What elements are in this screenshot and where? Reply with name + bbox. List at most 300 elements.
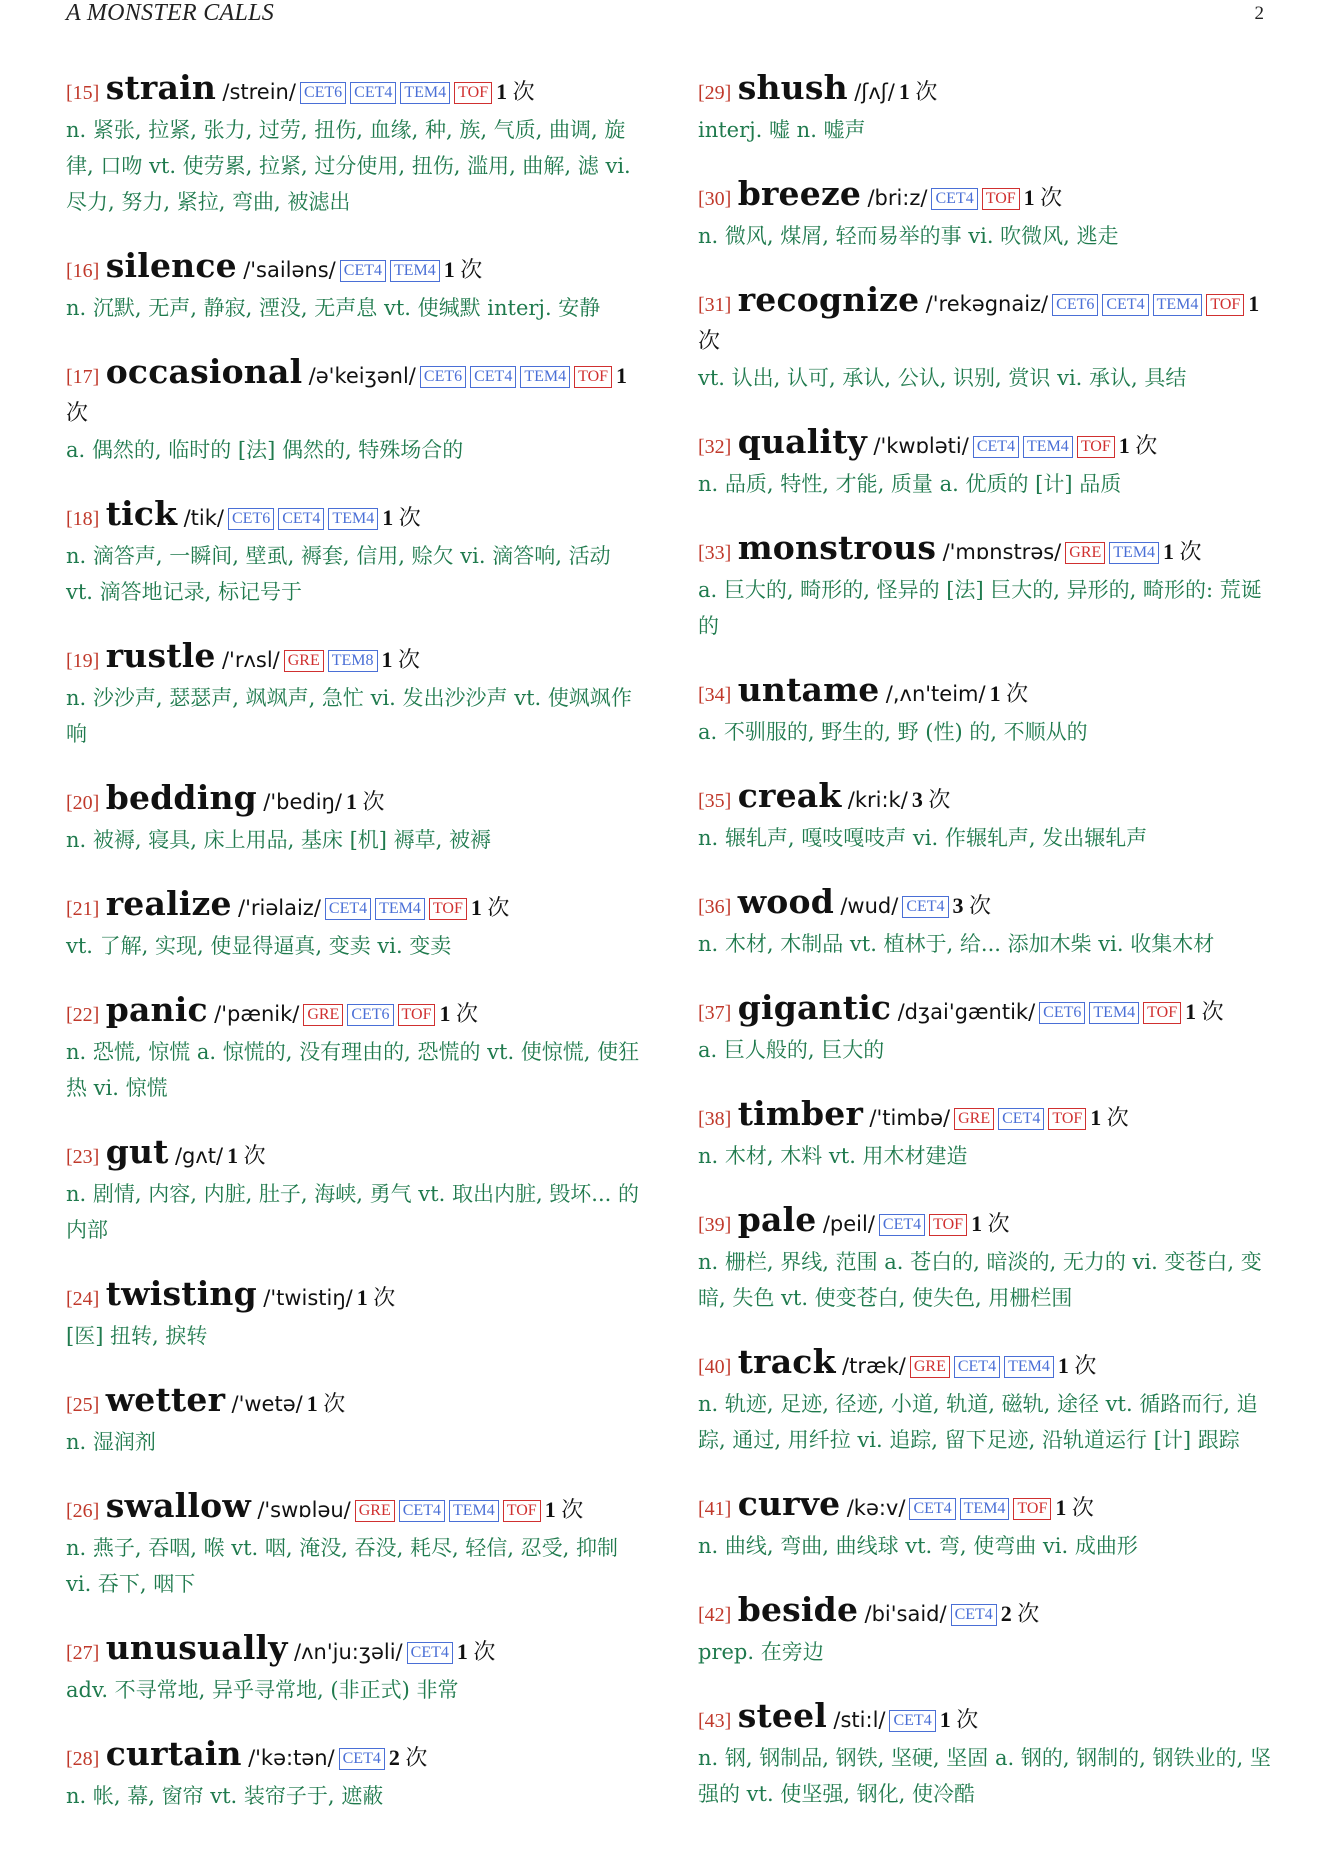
count-unit: 次 bbox=[1106, 1105, 1129, 1130]
vocab-entry bbox=[698, 672, 1278, 750]
occurrence-count bbox=[382, 505, 421, 530]
entry-headline bbox=[66, 354, 641, 431]
exam-tag-badge: TOF bbox=[1048, 1108, 1086, 1130]
count-number: 1 bbox=[345, 789, 357, 814]
pronunciation: /sti:l/ bbox=[833, 1708, 886, 1732]
pronunciation: /'riəlaiz/ bbox=[238, 896, 321, 920]
definition: prep. 在旁边 bbox=[698, 1640, 824, 1664]
exam-tag-badge: TEM4 bbox=[1004, 1356, 1054, 1378]
entry-index: [17] bbox=[66, 366, 100, 388]
occurrence-count bbox=[382, 647, 421, 672]
right-column bbox=[698, 70, 1278, 1840]
count-number: 1 bbox=[1118, 433, 1130, 458]
exam-tag-badge: TEM4 bbox=[449, 1500, 499, 1522]
occurrence-count bbox=[971, 1211, 1010, 1236]
pronunciation: /'mɒnstrəs/ bbox=[942, 540, 1062, 564]
entry-index: [22] bbox=[66, 1004, 100, 1026]
count-number: 1 bbox=[439, 1001, 451, 1026]
exam-tag-badge: TEM4 bbox=[328, 508, 378, 530]
headword: strain bbox=[105, 68, 217, 107]
exam-tag-badge: CET4 bbox=[470, 366, 516, 388]
entry-headline bbox=[698, 884, 1278, 925]
entry-headline bbox=[698, 424, 1278, 465]
headword: bedding bbox=[105, 778, 257, 817]
pronunciation: /gʌt/ bbox=[174, 1144, 224, 1168]
count-number: 1 bbox=[1185, 999, 1197, 1024]
definition: n. 沙沙声, 瑟瑟声, 飒飒声, 急忙 vi. 发出沙沙声 vt. 使飒飒作响 bbox=[66, 686, 632, 746]
entry-index: [43] bbox=[698, 1710, 732, 1732]
pronunciation: /peil/ bbox=[822, 1212, 875, 1236]
pronunciation: /'wetə/ bbox=[231, 1392, 303, 1416]
entry-index: [19] bbox=[66, 650, 100, 672]
count-unit: 次 bbox=[405, 1745, 428, 1770]
exam-tag-badge: CET4 bbox=[278, 508, 324, 530]
headword: recognize bbox=[737, 280, 920, 319]
exam-tag-badge: CET6 bbox=[1039, 1002, 1085, 1024]
count-unit: 次 bbox=[455, 1001, 478, 1026]
occurrence-count bbox=[1163, 539, 1202, 564]
count-number: 3 bbox=[911, 787, 923, 812]
exam-tag-badge: TOF bbox=[1143, 1002, 1181, 1024]
headword: quality bbox=[737, 422, 868, 461]
vocab-entry bbox=[698, 282, 1278, 396]
exam-tag-badge: TOF bbox=[574, 366, 612, 388]
headword: rustle bbox=[105, 636, 216, 675]
vocab-entry bbox=[698, 1202, 1278, 1316]
vocab-entry bbox=[698, 990, 1278, 1068]
exam-tag-badge: GRE bbox=[303, 1004, 343, 1026]
exam-tag-badge: TOF bbox=[429, 898, 467, 920]
entry-index: [16] bbox=[66, 260, 100, 282]
entry-headline bbox=[66, 1736, 641, 1777]
headword: swallow bbox=[105, 1486, 251, 1525]
exam-tag-badge: GRE bbox=[284, 650, 324, 672]
count-unit: 次 bbox=[1071, 1495, 1094, 1520]
entry-index: [28] bbox=[66, 1748, 100, 1770]
occurrence-count bbox=[1024, 185, 1063, 210]
count-unit: 次 bbox=[928, 787, 951, 812]
definition: n. 轨迹, 足迹, 径迹, 小道, 轨道, 磁轨, 途径 vt. 循路而行, 追踪, 通过, 用纤拉 vi. 追踪, 留下足迹, 沿轨道运行 [计] 跟踪 bbox=[698, 1392, 1258, 1452]
pronunciation: /'twistiŋ/ bbox=[263, 1286, 353, 1310]
count-number: 1 bbox=[227, 1143, 239, 1168]
entry-index: [24] bbox=[66, 1288, 100, 1310]
vocab-entry bbox=[698, 70, 1278, 148]
exam-tag-badge: CET6 bbox=[300, 82, 346, 104]
entry-headline bbox=[66, 638, 641, 679]
entry-headline bbox=[66, 1276, 641, 1317]
pronunciation: /bi'said/ bbox=[864, 1602, 947, 1626]
count-unit: 次 bbox=[561, 1497, 584, 1522]
pronunciation: /tik/ bbox=[183, 506, 224, 530]
exam-tag-badge: CET4 bbox=[350, 82, 396, 104]
definition: adv. 不寻常地, 异乎寻常地, (非正式) 非常 bbox=[66, 1678, 459, 1702]
count-unit: 次 bbox=[1135, 433, 1158, 458]
count-number: 1 bbox=[1023, 185, 1035, 210]
entry-index: [25] bbox=[66, 1394, 100, 1416]
count-unit: 次 bbox=[987, 1211, 1010, 1236]
pronunciation: /strein/ bbox=[222, 80, 296, 104]
definition: a. 偶然的, 临时的 [法] 偶然的, 特殊场合的 bbox=[66, 438, 464, 462]
definition: vt. 认出, 认可, 承认, 公认, 识别, 赏识 vi. 承认, 具结 bbox=[698, 366, 1187, 390]
entry-headline bbox=[66, 1630, 641, 1671]
entry-headline bbox=[698, 990, 1278, 1031]
exam-tag-badge: CET4 bbox=[902, 896, 948, 918]
count-unit: 次 bbox=[398, 647, 421, 672]
occurrence-count bbox=[457, 1639, 496, 1664]
count-unit: 次 bbox=[373, 1285, 396, 1310]
vocab-entry bbox=[66, 1134, 641, 1248]
definition: n. 木材, 木制品 vt. 植林于, 给... 添加木柴 vi. 收集木材 bbox=[698, 932, 1215, 956]
count-unit: 次 bbox=[398, 505, 421, 530]
vocab-entry bbox=[698, 1698, 1278, 1812]
vocab-entry bbox=[66, 780, 641, 858]
exam-tag-badge: CET4 bbox=[399, 1500, 445, 1522]
definition: n. 曲线, 弯曲, 曲线球 vt. 弯, 使弯曲 vi. 成曲形 bbox=[698, 1534, 1138, 1558]
count-number: 1 bbox=[1090, 1105, 1102, 1130]
headword: untame bbox=[737, 670, 880, 709]
headword: wetter bbox=[105, 1380, 226, 1419]
vocab-entry bbox=[66, 354, 641, 468]
occurrence-count bbox=[545, 1497, 584, 1522]
left-column bbox=[66, 70, 641, 1842]
entry-index: [30] bbox=[698, 188, 732, 210]
entry-index: [29] bbox=[698, 82, 732, 104]
occurrence-count bbox=[307, 1391, 346, 1416]
definition: interj. 嘘 n. 嘘声 bbox=[698, 118, 866, 142]
pronunciation: /'swɒləu/ bbox=[257, 1498, 351, 1522]
count-number: 1 bbox=[356, 1285, 368, 1310]
exam-tag-badge: TOF bbox=[1077, 436, 1115, 458]
count-number: 1 bbox=[1248, 291, 1260, 316]
count-number: 1 bbox=[306, 1391, 318, 1416]
entry-index: [20] bbox=[66, 792, 100, 814]
headword: gigantic bbox=[737, 988, 892, 1027]
exam-tag-badge: TOF bbox=[503, 1500, 541, 1522]
headword: panic bbox=[105, 990, 208, 1029]
headword: occasional bbox=[105, 352, 303, 391]
count-unit: 次 bbox=[698, 328, 721, 353]
exam-tag-badge: TEM4 bbox=[1153, 294, 1203, 316]
headword: monstrous bbox=[737, 528, 937, 567]
entry-index: [35] bbox=[698, 790, 732, 812]
entry-index: [34] bbox=[698, 684, 732, 706]
count-number: 2 bbox=[1000, 1601, 1012, 1626]
headword: timber bbox=[737, 1094, 864, 1133]
definition: n. 品质, 特性, 才能, 质量 a. 优质的 [计] 品质 bbox=[698, 472, 1122, 496]
count-number: 1 bbox=[1057, 1353, 1069, 1378]
exam-tag-badge: TOF bbox=[454, 82, 492, 104]
definition: n. 微风, 煤屑, 轻而易举的事 vi. 吹微风, 逃走 bbox=[698, 224, 1119, 248]
headword: unusually bbox=[105, 1628, 288, 1667]
headword: twisting bbox=[105, 1274, 257, 1313]
definition: n. 被褥, 寝具, 床上用品, 基床 [机] 褥草, 被褥 bbox=[66, 828, 492, 852]
occurrence-count bbox=[1185, 999, 1224, 1024]
count-unit: 次 bbox=[473, 1639, 496, 1664]
exam-tag-badge: CET4 bbox=[339, 1748, 385, 1770]
count-unit: 次 bbox=[323, 1391, 346, 1416]
entry-headline bbox=[698, 70, 1278, 111]
definition: [医] 扭转, 捩转 bbox=[66, 1324, 208, 1348]
entry-headline bbox=[698, 282, 1278, 359]
headword: steel bbox=[737, 1696, 828, 1735]
headword: realize bbox=[105, 884, 232, 923]
exam-tag-badge: CET6 bbox=[228, 508, 274, 530]
definition: n. 紧张, 拉紧, 张力, 过劳, 扭伤, 血缘, 种, 族, 气质, 曲调, 旋律, 口吻 vt. 使劳累, 拉紧, 过分使用, 扭伤, 滥用, 曲解, 滤 vi. 尽力, 努力, 紧拉, 弯曲, 被滤出 bbox=[66, 118, 631, 214]
entry-headline bbox=[698, 530, 1278, 571]
vocab-entry bbox=[66, 70, 641, 220]
count-number: 1 bbox=[496, 79, 508, 104]
pronunciation: /'pænik/ bbox=[214, 1002, 300, 1026]
vocab-entry bbox=[66, 1382, 641, 1460]
exam-tag-badge: CET4 bbox=[340, 260, 386, 282]
entry-index: [23] bbox=[66, 1146, 100, 1168]
count-unit: 次 bbox=[1006, 681, 1029, 706]
exam-tag-badge: CET4 bbox=[325, 898, 371, 920]
headword: gut bbox=[105, 1132, 169, 1171]
vocab-entry bbox=[698, 530, 1278, 644]
pronunciation: /ə'keiʒənl/ bbox=[308, 364, 416, 388]
count-unit: 次 bbox=[512, 79, 535, 104]
count-unit: 次 bbox=[1179, 539, 1202, 564]
entry-headline bbox=[66, 248, 641, 289]
exam-tag-badge: TEM4 bbox=[375, 898, 425, 920]
exam-tag-badge: GRE bbox=[910, 1356, 950, 1378]
exam-tag-badge: GRE bbox=[1065, 542, 1105, 564]
entry-index: [37] bbox=[698, 1002, 732, 1024]
occurrence-count bbox=[1055, 1495, 1094, 1520]
exam-tag-badge: TEM4 bbox=[1109, 542, 1159, 564]
vocab-entry bbox=[698, 884, 1278, 962]
definition: n. 帐, 幕, 窗帘 vt. 装帘子于, 遮蔽 bbox=[66, 1784, 384, 1808]
page-header bbox=[0, 0, 1322, 30]
count-number: 1 bbox=[382, 505, 394, 530]
pronunciation: /'kə:tən/ bbox=[248, 1746, 335, 1770]
count-unit: 次 bbox=[243, 1143, 266, 1168]
pronunciation: /'kwɒləti/ bbox=[873, 434, 969, 458]
occurrence-count bbox=[1001, 1601, 1040, 1626]
pronunciation: /træk/ bbox=[842, 1354, 906, 1378]
occurrence-count bbox=[439, 1001, 478, 1026]
vocab-entry bbox=[66, 248, 641, 326]
pronunciation: /kri:k/ bbox=[847, 788, 908, 812]
count-number: 1 bbox=[443, 257, 455, 282]
exam-tag-badge: CET4 bbox=[951, 1604, 997, 1626]
count-unit: 次 bbox=[1017, 1601, 1040, 1626]
pronunciation: /ʃʌʃ/ bbox=[854, 80, 895, 104]
entry-headline bbox=[698, 1096, 1278, 1137]
entry-index: [18] bbox=[66, 508, 100, 530]
pronunciation: /,ʌn'teim/ bbox=[885, 682, 986, 706]
vocab-entry bbox=[66, 1276, 641, 1354]
pronunciation: /'rekəgnaiz/ bbox=[925, 292, 1049, 316]
definition: n. 沉默, 无声, 静寂, 湮没, 无声息 vt. 使缄默 interj. 安静 bbox=[66, 296, 601, 320]
entry-index: [32] bbox=[698, 436, 732, 458]
definition: n. 木材, 木料 vt. 用木材建造 bbox=[698, 1144, 968, 1168]
pronunciation: /ʌn'ju:ʒəli/ bbox=[294, 1640, 403, 1664]
entry-headline bbox=[66, 1488, 641, 1529]
entry-headline bbox=[66, 70, 641, 111]
occurrence-count bbox=[227, 1143, 266, 1168]
exam-tag-badge: CET4 bbox=[909, 1498, 955, 1520]
headword: track bbox=[737, 1342, 836, 1381]
entry-index: [39] bbox=[698, 1214, 732, 1236]
definition: n. 湿润剂 bbox=[66, 1430, 156, 1454]
pronunciation: /'rʌsl/ bbox=[221, 648, 280, 672]
exam-tag-badge: TEM4 bbox=[1089, 1002, 1139, 1024]
count-number: 1 bbox=[456, 1639, 468, 1664]
vocab-entry bbox=[66, 1736, 641, 1814]
pronunciation: /bri:z/ bbox=[867, 186, 928, 210]
entry-index: [33] bbox=[698, 542, 732, 564]
definition: n. 辗轧声, 嘎吱嘎吱声 vi. 作辗轧声, 发出辗轧声 bbox=[698, 826, 1148, 850]
count-number: 1 bbox=[939, 1707, 951, 1732]
count-unit: 次 bbox=[1040, 185, 1063, 210]
entry-headline bbox=[66, 1134, 641, 1175]
definition: n. 栅栏, 界线, 范围 a. 苍白的, 暗淡的, 无力的 vi. 变苍白, 变暗, 失色 vt. 使变苍白, 使失色, 用栅栏围 bbox=[698, 1250, 1262, 1310]
entry-index: [36] bbox=[698, 896, 732, 918]
headword: curve bbox=[737, 1484, 841, 1523]
vocab-entry bbox=[698, 1592, 1278, 1670]
count-unit: 次 bbox=[487, 895, 510, 920]
vocab-entry bbox=[698, 1486, 1278, 1564]
vocab-entry bbox=[698, 1096, 1278, 1174]
pronunciation: /kə:v/ bbox=[846, 1496, 906, 1520]
definition: n. 恐慌, 惊慌 a. 惊慌的, 没有理由的, 恐慌的 vt. 使惊慌, 使狂热 vi. 惊慌 bbox=[66, 1040, 640, 1100]
definition: a. 不驯服的, 野生的, 野 (性) 的, 不顺从的 bbox=[698, 720, 1088, 744]
definition: n. 燕子, 吞咽, 喉 vt. 咽, 淹没, 吞没, 耗尽, 轻信, 忍受, 抑制 vi. 吞下, 咽下 bbox=[66, 1536, 619, 1596]
page-number: 2 bbox=[1254, 3, 1264, 24]
vocab-entry bbox=[66, 992, 641, 1106]
occurrence-count bbox=[444, 257, 483, 282]
vocab-entry bbox=[698, 176, 1278, 254]
entry-headline bbox=[698, 1202, 1278, 1243]
exam-tag-badge: TEM4 bbox=[520, 366, 570, 388]
entry-headline bbox=[698, 1592, 1278, 1633]
definition: vt. 了解, 实现, 使显得逼真, 变卖 vi. 变卖 bbox=[66, 934, 452, 958]
vocab-entry bbox=[698, 1344, 1278, 1458]
pronunciation: /dʒai'gæntik/ bbox=[897, 1000, 1036, 1024]
occurrence-count bbox=[1090, 1105, 1129, 1130]
definition: a. 巨大的, 畸形的, 怪异的 [法] 巨大的, 异形的, 畸形的: 荒诞的 bbox=[698, 578, 1262, 638]
exam-tag-badge: CET4 bbox=[889, 1710, 935, 1732]
count-unit: 次 bbox=[969, 893, 992, 918]
exam-tag-badge: TEM4 bbox=[1023, 436, 1073, 458]
exam-tag-badge: CET4 bbox=[954, 1356, 1000, 1378]
count-number: 1 bbox=[1055, 1495, 1067, 1520]
entry-headline bbox=[66, 496, 641, 537]
entry-headline bbox=[698, 778, 1278, 819]
occurrence-count bbox=[357, 1285, 396, 1310]
count-number: 1 bbox=[616, 363, 628, 388]
definition: n. 剧情, 内容, 内脏, 肚子, 海峡, 勇气 vt. 取出内脏, 毁坏... 的内部 bbox=[66, 1182, 640, 1242]
headword: shush bbox=[737, 68, 848, 107]
exam-tag-badge: GRE bbox=[355, 1500, 395, 1522]
entry-headline bbox=[698, 672, 1278, 713]
occurrence-count bbox=[899, 79, 938, 104]
occurrence-count bbox=[496, 79, 535, 104]
pronunciation: /wud/ bbox=[840, 894, 899, 918]
exam-tag-badge: TEM8 bbox=[328, 650, 378, 672]
entry-headline bbox=[698, 1698, 1278, 1739]
headword: curtain bbox=[105, 1734, 242, 1773]
count-unit: 次 bbox=[66, 400, 89, 425]
entry-index: [21] bbox=[66, 898, 100, 920]
count-number: 1 bbox=[971, 1211, 983, 1236]
count-number: 2 bbox=[388, 1745, 400, 1770]
exam-tag-badge: CET6 bbox=[1052, 294, 1098, 316]
headword: beside bbox=[737, 1590, 859, 1629]
exam-tag-badge: CET4 bbox=[931, 188, 977, 210]
exam-tag-badge: TOF bbox=[1206, 294, 1244, 316]
entry-index: [31] bbox=[698, 294, 732, 316]
vocab-entry bbox=[66, 1488, 641, 1602]
count-number: 1 bbox=[898, 79, 910, 104]
entry-index: [27] bbox=[66, 1642, 100, 1664]
occurrence-count bbox=[990, 681, 1029, 706]
count-unit: 次 bbox=[362, 789, 385, 814]
entry-headline bbox=[66, 1382, 641, 1423]
count-unit: 次 bbox=[915, 79, 938, 104]
exam-tag-badge: TEM4 bbox=[960, 1498, 1010, 1520]
occurrence-count bbox=[912, 787, 951, 812]
count-number: 3 bbox=[952, 893, 964, 918]
entry-index: [15] bbox=[66, 82, 100, 104]
definition: n. 钢, 钢制品, 钢铁, 坚硬, 坚固 a. 钢的, 钢制的, 钢铁业的, 坚强的 vt. 使坚强, 钢化, 使冷酷 bbox=[698, 1746, 1271, 1806]
exam-tag-badge: CET6 bbox=[420, 366, 466, 388]
count-unit: 次 bbox=[1201, 999, 1224, 1024]
exam-tag-badge: TEM4 bbox=[400, 82, 450, 104]
occurrence-count bbox=[1058, 1353, 1097, 1378]
entry-index: [40] bbox=[698, 1356, 732, 1378]
pronunciation: /'bediŋ/ bbox=[263, 790, 342, 814]
entry-headline bbox=[698, 1344, 1278, 1385]
entry-index: [42] bbox=[698, 1604, 732, 1626]
count-number: 1 bbox=[1163, 539, 1175, 564]
occurrence-count bbox=[953, 893, 992, 918]
entry-index: [38] bbox=[698, 1108, 732, 1130]
exam-tag-badge: CET4 bbox=[998, 1108, 1044, 1130]
exam-tag-badge: CET6 bbox=[347, 1004, 393, 1026]
book-title: A MONSTER CALLS bbox=[66, 0, 275, 26]
occurrence-count bbox=[346, 789, 385, 814]
entry-headline bbox=[66, 780, 641, 821]
headword: wood bbox=[737, 882, 834, 921]
vocab-entry bbox=[66, 638, 641, 752]
vocab-entry bbox=[66, 886, 641, 964]
pronunciation: /'sailəns/ bbox=[243, 258, 336, 282]
definition: n. 滴答声, 一瞬间, 壁虱, 褥套, 信用, 赊欠 vi. 滴答响, 活动 vt. 滴答地记录, 标记号于 bbox=[66, 544, 611, 604]
vocab-entry bbox=[698, 778, 1278, 856]
headword: tick bbox=[105, 494, 178, 533]
exam-tag-badge: TOF bbox=[982, 188, 1020, 210]
entry-headline bbox=[66, 886, 641, 927]
exam-tag-badge: CET4 bbox=[973, 436, 1019, 458]
occurrence-count bbox=[1119, 433, 1158, 458]
headword: silence bbox=[105, 246, 237, 285]
entry-index: [41] bbox=[698, 1498, 732, 1520]
vocab-entry bbox=[66, 1630, 641, 1708]
headword: pale bbox=[737, 1200, 817, 1239]
vocab-entry bbox=[66, 496, 641, 610]
headword: creak bbox=[737, 776, 842, 815]
count-unit: 次 bbox=[1074, 1353, 1097, 1378]
definition: a. 巨人般的, 巨大的 bbox=[698, 1038, 885, 1062]
exam-tag-badge: CET4 bbox=[407, 1642, 453, 1664]
occurrence-count bbox=[389, 1745, 428, 1770]
entry-headline bbox=[698, 176, 1278, 217]
exam-tag-badge: TOF bbox=[929, 1214, 967, 1236]
exam-tag-badge: GRE bbox=[954, 1108, 994, 1130]
